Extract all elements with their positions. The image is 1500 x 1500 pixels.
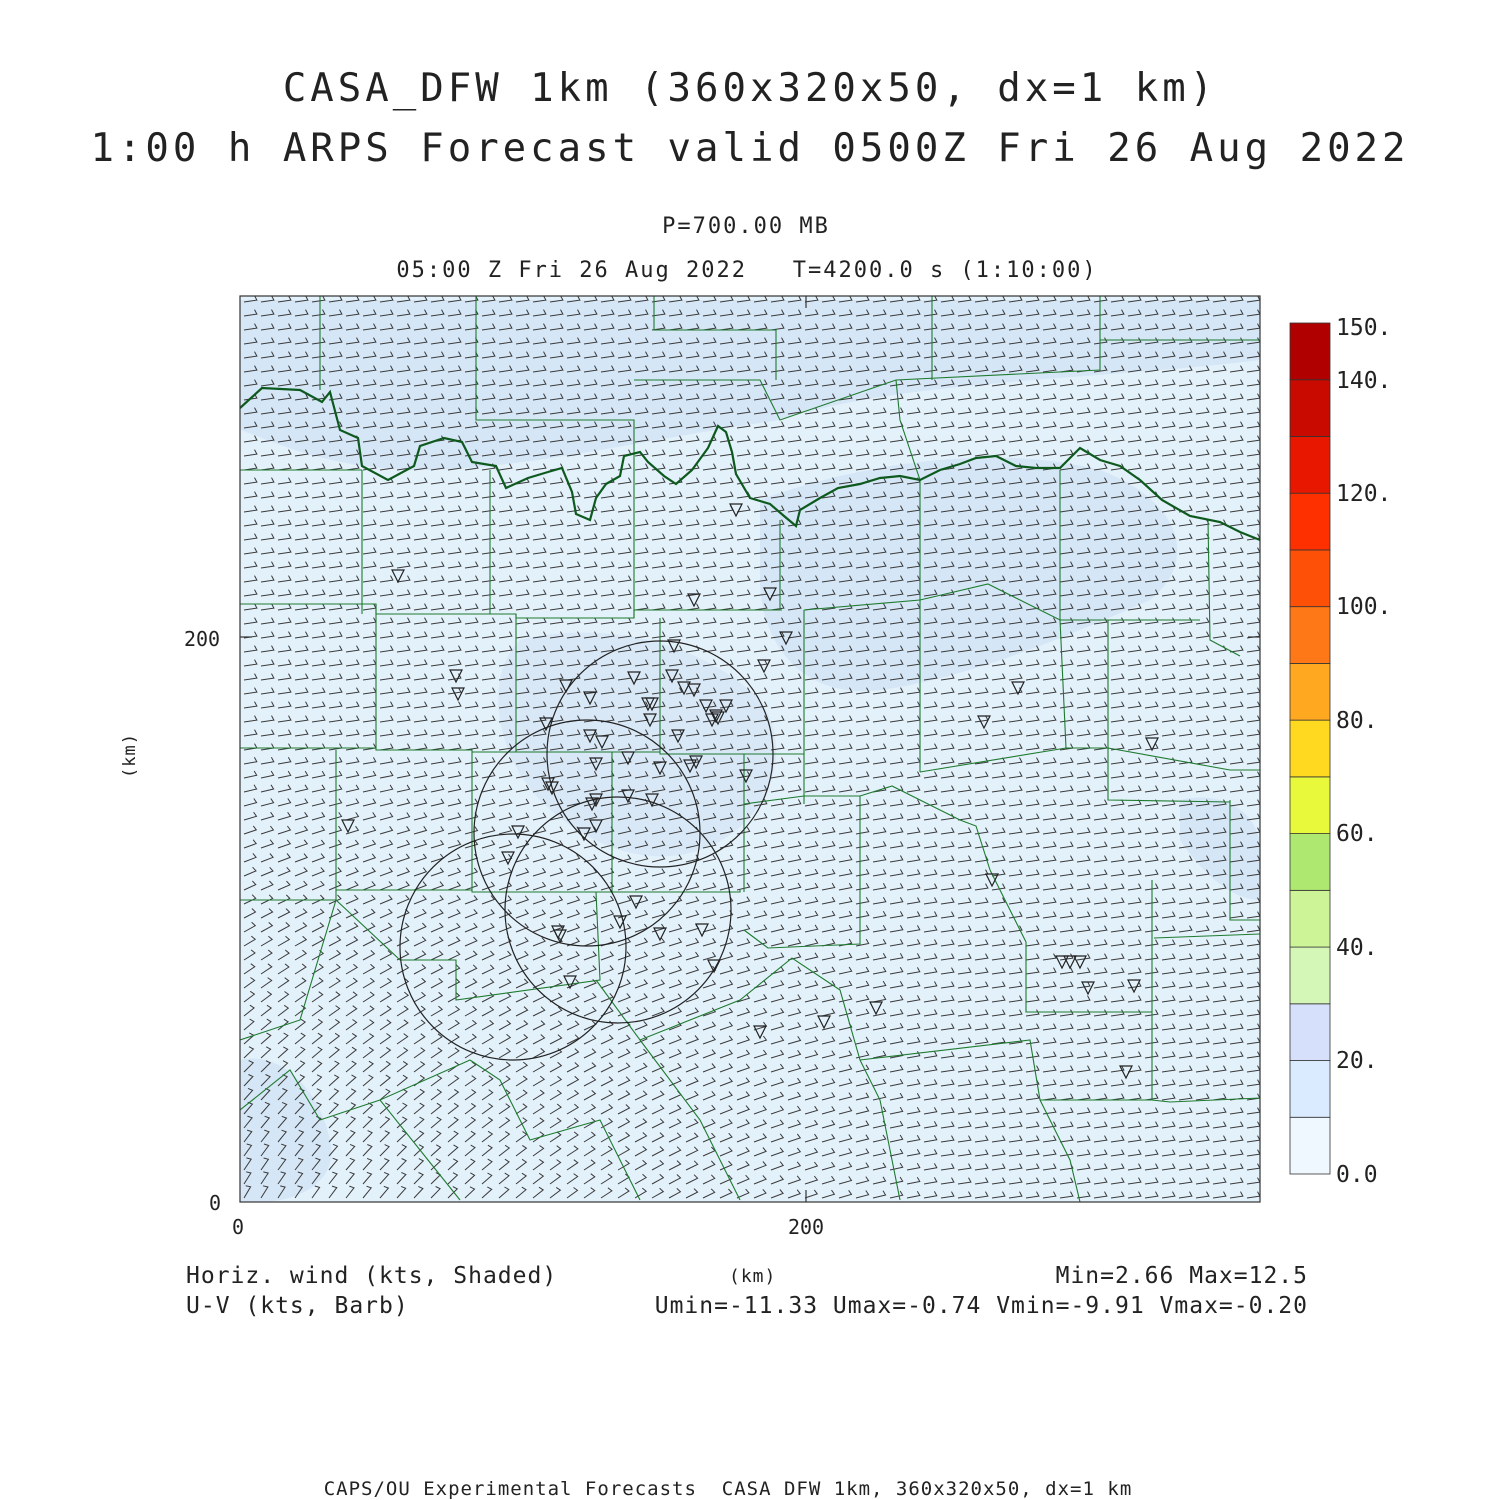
colorbar-label: 40.: [1336, 935, 1378, 961]
colorbar-swatch: [1290, 777, 1330, 834]
colorbar-swatch: [1290, 720, 1330, 777]
colorbar-swatch: [1290, 834, 1330, 891]
x-tick-0: 0: [231, 1215, 245, 1239]
colorbar-swatch: [1290, 323, 1330, 380]
colorbar-label: 140.: [1336, 368, 1392, 394]
min-max-stats: Min=2.66 Max=12.5: [1055, 1263, 1308, 1289]
colorbar-label: 120.: [1336, 481, 1392, 507]
colorbar-label: 150.: [1336, 315, 1392, 341]
pressure-level-label: P=700.00 MB: [662, 214, 830, 239]
chart-subtitle: 1:00 h ARPS Forecast valid 0500Z Fri 26 Aug 2022: [90, 126, 1410, 171]
uv-stats: Umin=-11.33 Umax=-0.74 Vmin=-9.91 Vmax=-0.20: [654, 1293, 1308, 1319]
barb-field-label: U-V (kts, Barb): [186, 1293, 409, 1319]
colorbar-swatch: [1290, 1117, 1330, 1174]
x-axis-label: (km): [729, 1266, 777, 1287]
credit-line: CAPS/OU Experimental Forecasts CASA DFW 1km, 360x320x50, dx=1 km: [323, 1478, 1133, 1500]
y-tick-200: 200: [183, 627, 221, 651]
colorbar-swatch: [1290, 1004, 1330, 1061]
y-axis-label: (km): [120, 733, 140, 778]
colorbar-swatch: [1290, 1061, 1330, 1118]
colorbar-swatch: [1290, 890, 1330, 947]
x-tick-200: 200: [787, 1215, 825, 1239]
colorbar-label: 80.: [1336, 708, 1378, 734]
colorbar-swatch: [1290, 607, 1330, 664]
wind-speed-shading: [240, 296, 1260, 1202]
colorbar-swatch: [1290, 550, 1330, 607]
colorbar-label: 60.: [1336, 821, 1378, 847]
colorbar-swatch: [1290, 493, 1330, 550]
colorbar-swatch: [1290, 380, 1330, 437]
colorbar-label: 100.: [1336, 594, 1392, 620]
colorbar-label: 20.: [1336, 1048, 1378, 1074]
colorbar-swatch: [1290, 436, 1330, 493]
colorbar: [1290, 315, 1391, 1188]
shaded-field-label: Horiz. wind (kts, Shaded): [186, 1263, 558, 1289]
chart-title: CASA_DFW 1km (360x320x50, dx=1 km): [282, 66, 1218, 111]
colorbar-swatch: [1290, 663, 1330, 720]
colorbar-swatch: [1290, 947, 1330, 1004]
y-tick-0: 0: [208, 1191, 222, 1215]
colorbar-label: 0.0: [1336, 1162, 1378, 1188]
valid-time-label: 05:00 Z Fri 26 Aug 2022 T=4200.0 s (1:10:00): [396, 258, 1098, 283]
